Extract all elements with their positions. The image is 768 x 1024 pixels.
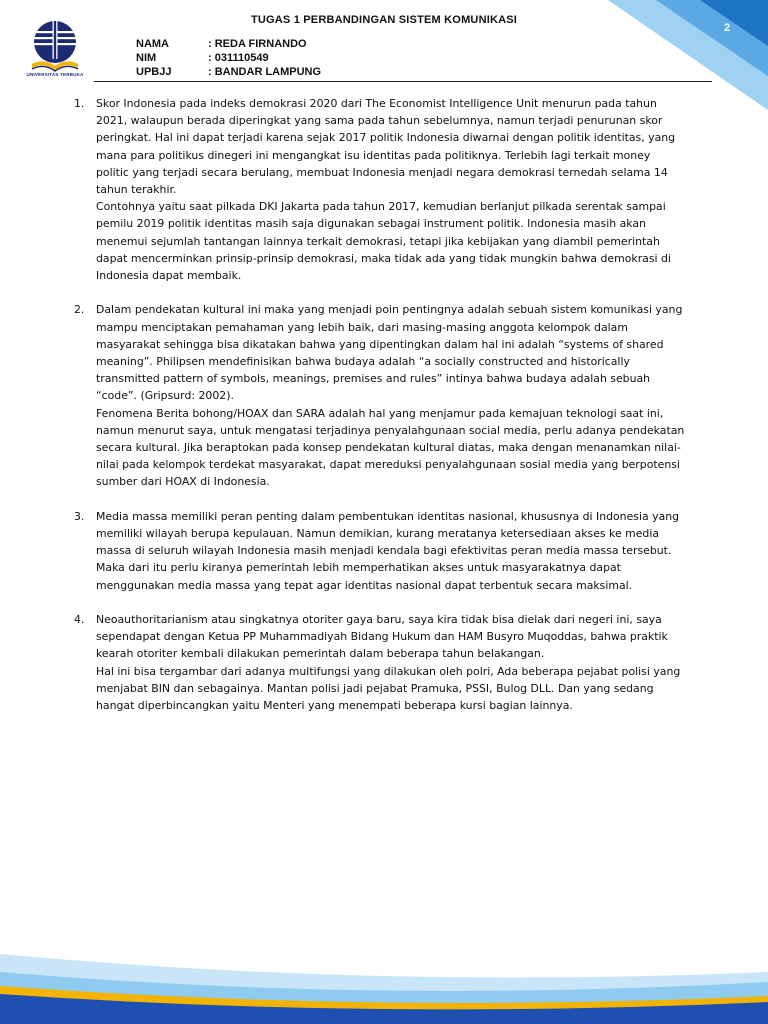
answer-item-3	[74, 508, 686, 594]
answer-paragraph: Fenomena Berita bohong/HOAX dan SARA adalah hal yang menjamur pada kemajuan teknologi saat ini, namun menurut saya, untuk mengatasi terjadinya penyalahgunaan social media, perlu adanya pendekatan secara kultural. Jika beraptokan pada konsep pendekatan kultural diatas, maka dengan menanamkan nilai-nilai pada kelompok terdekat masyarakat, dapat mereduksi penyalahgunaan sosial media yang berpotensi sumber dari HOAX di Indonesia.	[96, 406, 685, 489]
page-number: 2	[723, 22, 731, 34]
answer-body	[96, 95, 686, 284]
answer-number: 4.	[74, 613, 85, 627]
answer-paragraph: Skor Indonesia pada indeks demokrasi 2020 dari The Economist Intelligence Unit menurun pada tahun 2021, walaupun berada diperingkat yang sama pada tahun sebelumnya, namun terjadi penurunan skor peringkat. Hal ini dapat terjadi karena sejak 2017 politik Indonesia diwarnai dengan politik identitas, yang mana para politikus dinegeri ini mengangkat isu identitas pada politiknya. Terlebih lagi terkait money politic yang terjadi secara berulang, membuat Indonesia menjadi negara demokrasi ternedah selama 14 tahun terakhir.	[96, 97, 676, 197]
identity-label: UPBJJ	[136, 66, 172, 78]
student-identity	[136, 37, 321, 79]
answer-paragraph: Media massa memiliki peran penting dalam pembentukan identitas nasional, khususnya di Indonesia yang memiliki wilayah berupa kepulauan. Namun demikian, kurang meratanya ketersediaan akses ke media massa di seluruh wilayah Indonesia masih menjadi kendala bagi efektivitas peran media massa tersebut.	[96, 509, 680, 558]
identity-row-upbjj	[136, 65, 321, 79]
identity-label: NAMA	[136, 38, 169, 50]
answer-paragraph: Hal ini bisa tergambar dari adanya multifungsi yang dilakukan oleh polri, Ada beberapa pejabat polisi yang menjabat BIN dan sebagainya. Mantan polisi jadi pejabat Pramuka, PSSI, Bulog DLL. Dan yang sedang hangat diperbincangkan yaitu Menteri yang menempati beberapa kursi bagian lainnya.	[96, 664, 681, 713]
answer-number: 2.	[74, 303, 85, 317]
footer-wave-decoration	[0, 934, 768, 1024]
identity-value: : 031110549	[208, 52, 269, 64]
answer-item-1	[74, 95, 686, 284]
answer-number: 3.	[74, 509, 85, 523]
logo-caption: UNIVERSITAS TERBUKA	[26, 72, 84, 77]
answer-body	[96, 611, 686, 714]
answer-item-2	[74, 301, 686, 490]
answer-body	[96, 301, 686, 490]
answers-list	[74, 95, 686, 731]
identity-row-nim	[136, 51, 321, 65]
answer-paragraph: Neoauthoritarianism atau singkatnya otoriter gaya baru, saya kira tidak bisa dielak dari negeri ini, saya sependapat dengan Ketua PP Muhammadiyah Bidang Hukum dan HAM Busyro Muqoddas, bahwa praktik kearah otoriter kembali dilakukan pemerintah dalam beberapa tahun belakangan.	[96, 613, 668, 661]
answer-paragraph: Dalam pendekatan kultural ini maka yang menjadi poin pentingnya adalah sebuah sistem komunikasi yang mampu menciptakan pemahaman yang lebih baik, dari masing-masing anggota kelompok dalam masyarakat sehingga bisa dikatakan bahwa yang dipentingkan dalam hal ini adalah “systems of shared meaning”. Philipsen mendefinisikan bahwa budaya adalah “a socially constructed and historically transmitted pattern of symbols, meanings, premises and rules” intinya bahwa budaya adalah sebuah “code”. (Gripsurd: 2002).	[96, 303, 683, 403]
answer-item-4	[74, 611, 686, 714]
answer-number: 1.	[74, 97, 85, 110]
header-divider	[94, 81, 712, 82]
answer-body	[96, 508, 686, 594]
identity-row-nama	[136, 37, 321, 51]
identity-value: : REDA FIRNANDO	[208, 38, 307, 50]
answer-paragraph: Contohnya yaitu saat pilkada DKI Jakarta pada tahun 2017, kemudian berlanjut pilkada serentak sampai pemilu 2019 politik identitas masih saja digunakan sebagai instrument politik. Indonesia masih akan menemui sejumlah tantangan lainnya terkait demokrasi, tetapi jika kebijakan yang diambil pemerintah dapat mencerminkan prinsip-prinsip demokrasi, maka tidak ada yang tidak mungkin bahwa demokrasi di Indonesia dapat membaik.	[96, 200, 671, 283]
answer-paragraph: Maka dari itu perlu kiranya pemerintah lebih memperhatikan akses untuk masyarakatnya dapat menggunakan media massa yang tepat agar identitas nasional dapat terbentuk secara maksimal.	[96, 561, 633, 592]
identity-value: : BANDAR LAMPUNG	[208, 66, 322, 78]
identity-label: NIM	[136, 52, 157, 64]
document-title: TUGAS 1 PERBANDINGAN SISTEM KOMUNIKASI	[250, 14, 518, 26]
